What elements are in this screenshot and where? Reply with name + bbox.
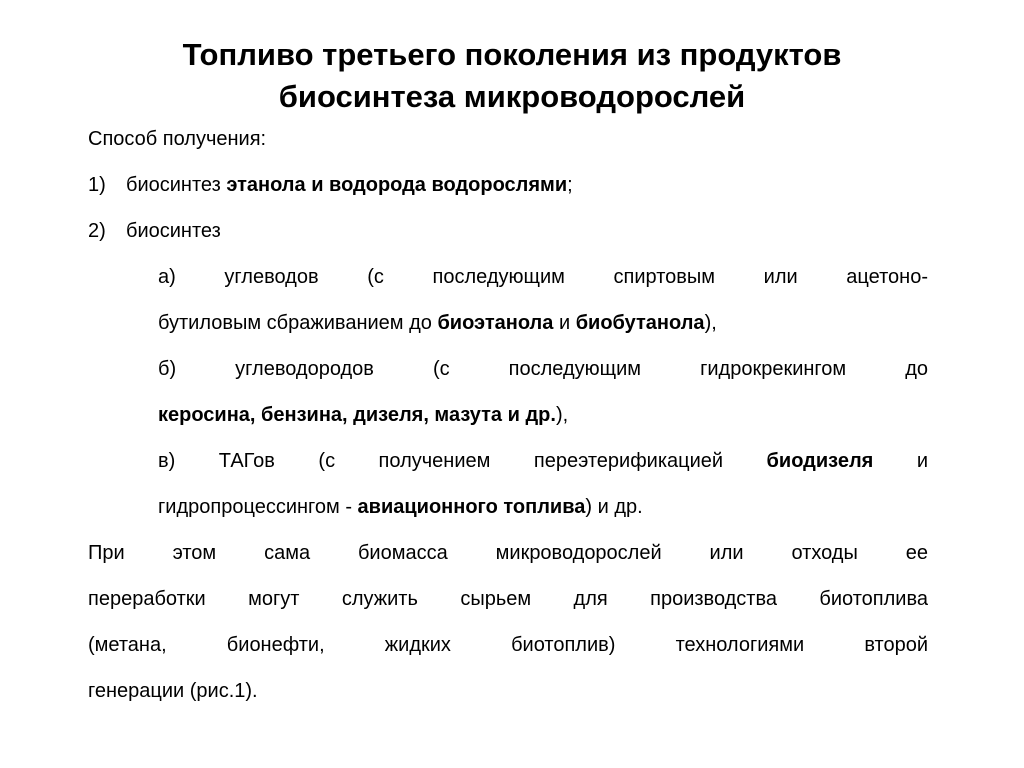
sub-item-b-line-1: б) углеводородов (с последующим гидрокрекингом до <box>158 358 928 380</box>
sub-item-c-text-3: гидропроцессингом - <box>158 496 358 518</box>
slide-title <box>90 34 934 118</box>
list-item-2 <box>88 208 928 254</box>
sub-item-c-bold-2: авиационного топлива <box>357 496 586 518</box>
sub-item-b-bold: керосина, бензина, дизеля, мазута и др. <box>158 404 556 426</box>
slide-body <box>88 116 928 714</box>
list-item-1-number: 1) <box>88 174 106 196</box>
title-line-1: Топливо третьего поколения из продуктов <box>182 37 842 72</box>
sub-item-b-end: ), <box>555 404 569 426</box>
paragraph-line-2: переработки могут служить сырьем для производства биотоплива <box>88 588 928 610</box>
sub-item-b-line-2 <box>158 392 928 438</box>
sub-item-c-text-1: в) ТАГов (с получением переэтерификацией <box>158 450 767 472</box>
list-item-2-text: биосинтез <box>126 220 221 242</box>
sub-item-a-mid: и <box>553 312 576 334</box>
sub-item-c-end: ) и др. <box>585 496 643 518</box>
list-item-1-text: биосинтез <box>126 174 227 196</box>
sub-item-a-line-2 <box>158 300 928 346</box>
sub-item-a-bold-1: биоэтанола <box>437 312 554 334</box>
list-item-2-number: 2) <box>88 220 106 242</box>
sub-item-a <box>158 254 928 346</box>
closing-paragraph <box>88 530 928 714</box>
list-item-1-bold: этанола и водорода водорослями <box>226 174 568 196</box>
sub-item-c-line-2 <box>158 484 928 530</box>
sub-item-c-bold-1: биодизеля <box>766 450 874 472</box>
sub-item-a-line-1: а) углеводов (с последующим спиртовым или ацетоно- <box>158 266 928 288</box>
sub-item-a-text: бутиловым сбраживанием до <box>158 312 438 334</box>
list-item-1 <box>88 162 928 208</box>
sub-item-a-end: ), <box>704 312 717 334</box>
list-item-1-end: ; <box>567 174 573 196</box>
sub-item-c <box>158 438 928 530</box>
sub-item-c-line-1 <box>158 438 928 484</box>
paragraph-line-4: генерации (рис.1). <box>88 680 258 702</box>
intro-text: Способ получения: <box>88 128 267 150</box>
sub-item-a-bold-2: биобутанола <box>575 312 705 334</box>
sub-item-c-text-2: и <box>873 450 928 472</box>
sub-item-b <box>158 346 928 438</box>
paragraph-line-3: (метана, бионефти, жидких биотоплив) технологиями второй <box>88 634 928 656</box>
paragraph-line-1: При этом сама биомасса микроводорослей или отходы ее <box>88 542 928 564</box>
title-line-2: биосинтеза микроводорослей <box>278 79 746 114</box>
